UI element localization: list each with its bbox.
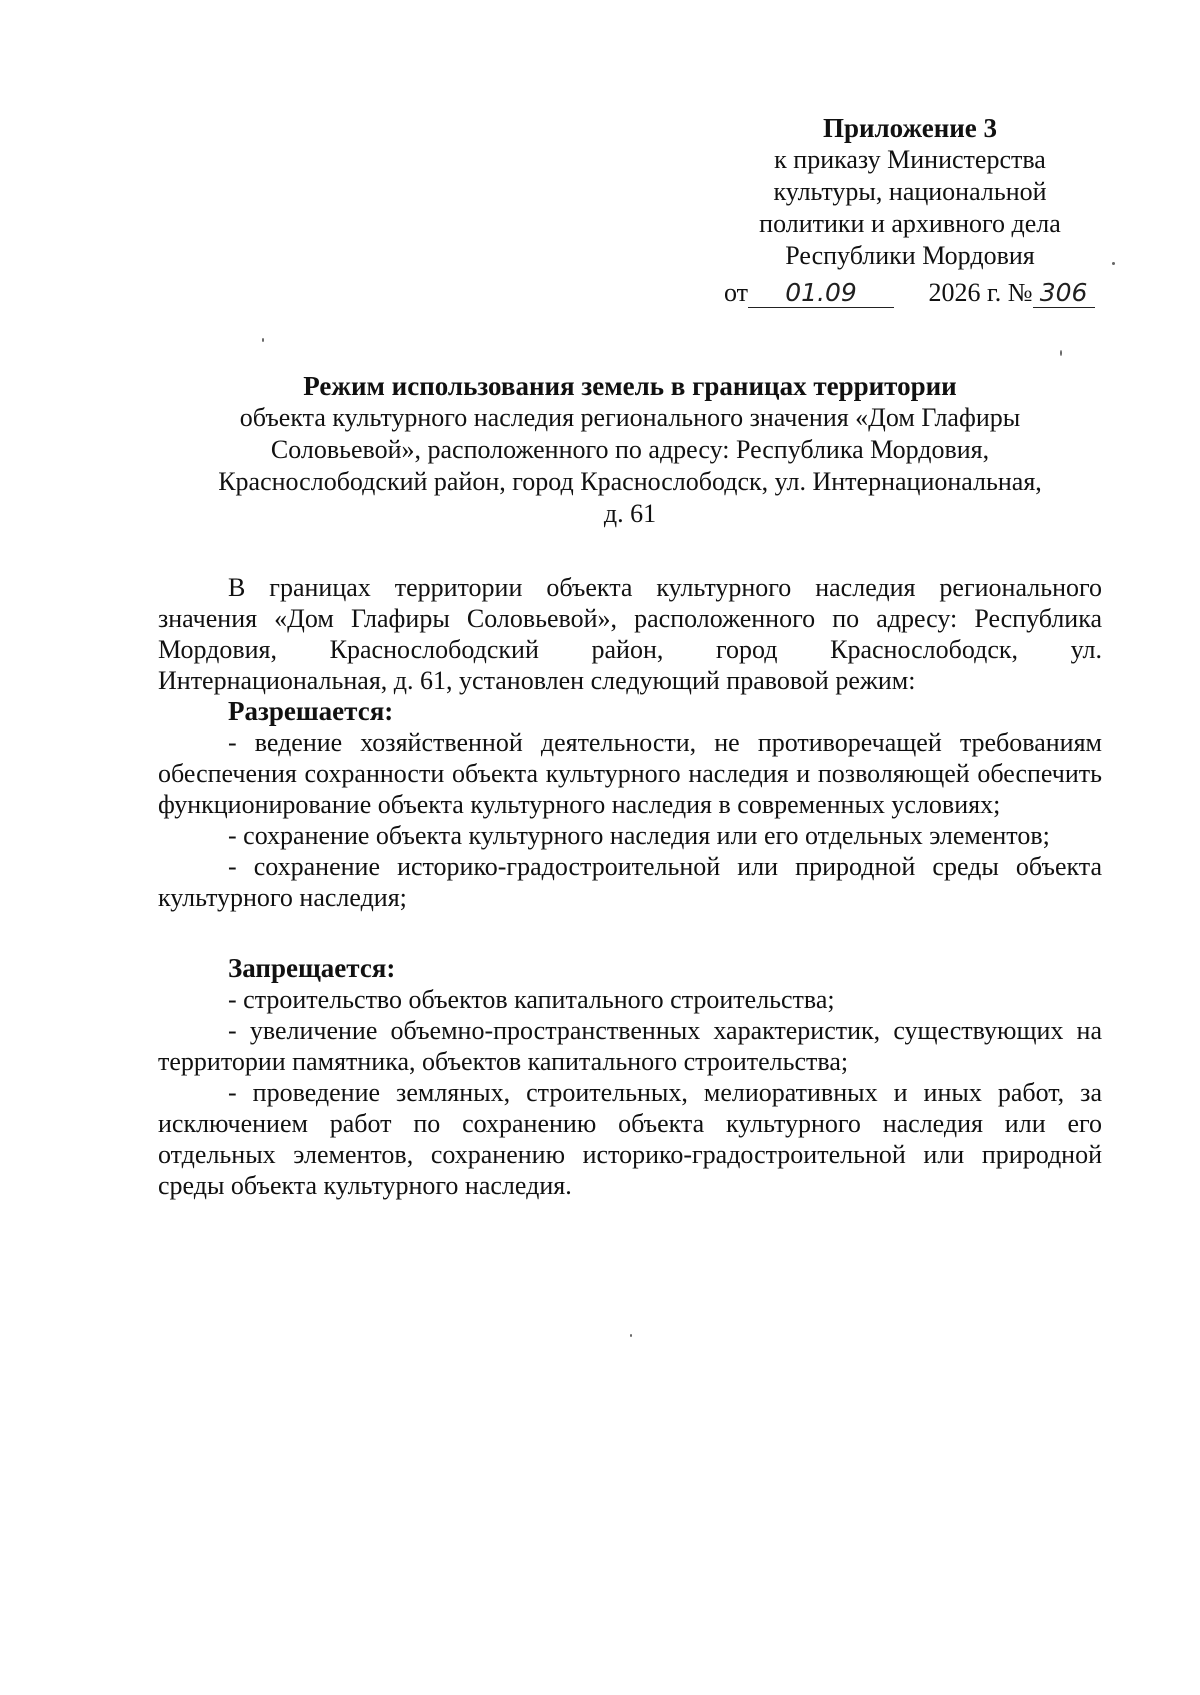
allowed-item: - ведение хозяйственной деятельности, не противоречащей требованиям обеспечения сохранности объекта культурного наследия и позволяющей обеспечить функционирование объекта культурного наследия в современных условиях; — [158, 728, 1102, 819]
year-number-label: 2026 г. № — [928, 278, 1033, 307]
title-line: объекта культурного наследия регионального значения «Дом Глафиры — [239, 403, 1021, 432]
forbidden-item: - увеличение объемно-пространственных характеристик, существующих на территории памятника, объектов капитального строительства; — [158, 1016, 1102, 1076]
title-line: д. 61 — [603, 499, 657, 528]
handwritten-date: 01.09 — [748, 279, 894, 308]
appendix-line: к приказу Министерства — [774, 145, 1046, 174]
handwritten-number: 306 — [1033, 279, 1095, 308]
appendix-line: культуры, национальной — [773, 177, 1047, 206]
order-date-number-line — [724, 276, 1124, 310]
appendix-header — [720, 112, 1100, 272]
title-bold-line: Режим использования земель в границах территории — [303, 371, 957, 401]
appendix-title: Приложение 3 — [822, 113, 998, 143]
scan-speck — [1060, 350, 1062, 356]
document-title — [150, 370, 1110, 530]
forbidden-heading: Запрещается: — [228, 953, 396, 983]
scan-speck — [630, 1334, 632, 1337]
allowed-heading: Разрешается: — [228, 696, 394, 726]
forbidden-item: - строительство объектов капитального строительства; — [228, 985, 835, 1014]
scan-speck — [1112, 262, 1115, 265]
section-spacer — [158, 913, 1102, 953]
document-body — [158, 572, 1102, 1201]
date-prefix: от — [724, 278, 749, 307]
title-line: Краснослободский район, город Краснослободск, ул. Интернациональная, — [218, 467, 1042, 496]
allowed-item: - сохранение объекта культурного наследия или его отдельных элементов; — [228, 821, 1050, 850]
forbidden-item: - проведение земляных, строительных, мелиоративных и иных работ, за исключением работ по сохранению объекта культурного наследия или его отдельных элементов, сохранению историко-градостроительной или природной среды объекта культурного наследия. — [158, 1078, 1102, 1200]
title-line: Соловьевой», расположенного по адресу: Республика Мордовия, — [270, 435, 990, 464]
intro-paragraph: В границах территории объекта культурного наследия регионального значения «Дом Глафиры Соловьевой», расположенного по адресу: Республика Мордовия, Краснослободский район, город Краснослободск, ул. Интернациональная, д. 61, установлен следующий правовой режим: — [158, 573, 1102, 695]
allowed-item: - сохранение историко-градостроительной или природной среды объекта культурного наследия; — [158, 852, 1102, 912]
appendix-line: Республики Мордовия — [785, 241, 1035, 270]
appendix-line: политики и архивного дела — [759, 209, 1061, 238]
scan-speck — [262, 338, 264, 342]
